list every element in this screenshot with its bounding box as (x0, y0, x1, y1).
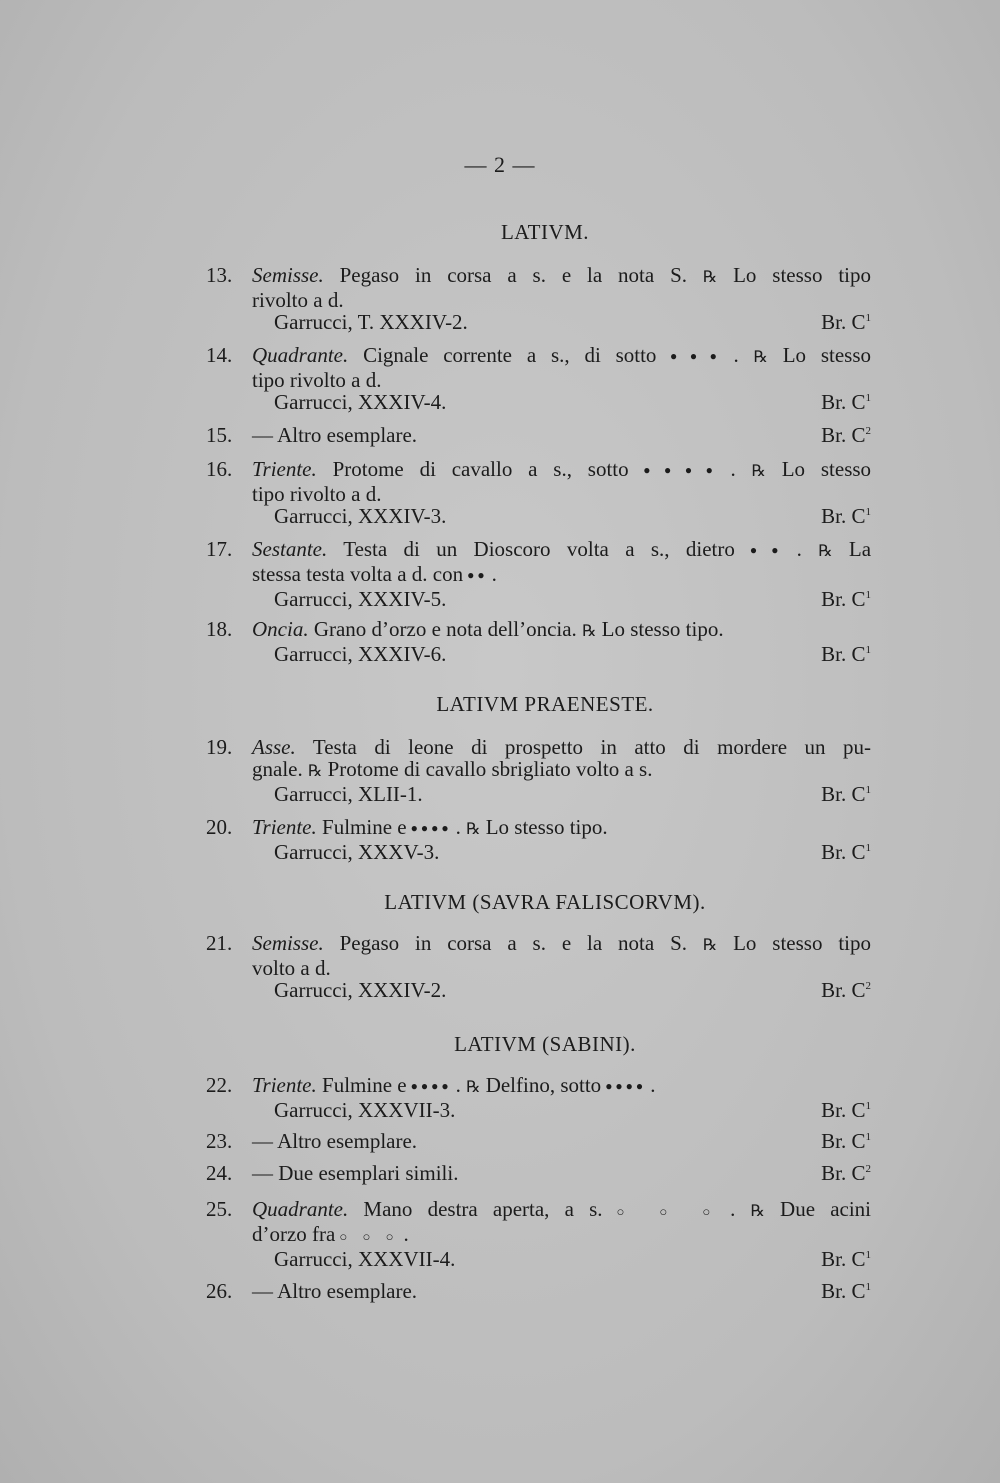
grade: Br. C (821, 587, 866, 611)
reference: Garrucci, XXXIV-2. (274, 978, 447, 1002)
list-item (206, 1280, 871, 1302)
entry-number: 13. (206, 263, 233, 287)
entry-text: Lo stesso (781, 457, 872, 481)
list-item: 14. Quadrante. Cignale corrente a s., di sotto ●●● . ℞ Lo stesso tipo rivolto a d. Garrucci, XXXIV-4. Br. $C^1$ (206, 343, 872, 414)
entry-text: La (848, 537, 872, 561)
dots: ●● (738, 543, 793, 557)
entry-number: 17. (206, 537, 233, 561)
grade-sup: 1 (865, 1131, 871, 1143)
entry-number: 24. (206, 1161, 233, 1185)
coin-type: Triente. (252, 457, 317, 481)
grade-sup: 1 (865, 1100, 871, 1112)
recipe-symbol: ℞ (751, 463, 766, 480)
grade: Br. C (821, 1279, 866, 1303)
entry-number: 23. (206, 1129, 233, 1153)
grade: Br. C (821, 1098, 866, 1122)
entry-text: — Altro esemplare. (252, 1129, 418, 1153)
coin-type: Semisse. (252, 931, 324, 955)
recipe-symbol: ℞ (582, 623, 597, 640)
list-item (206, 424, 871, 446)
grade-sup: 1 (865, 312, 871, 324)
entry-number: 25. (206, 1197, 233, 1221)
entry-text: Lo stesso tipo. (601, 617, 724, 641)
circles: ○ ○ ○ (339, 1229, 400, 1244)
grade: Br. C (821, 978, 866, 1002)
coin-type: Triente. (252, 815, 317, 839)
entry-text: Protome di cavallo a s., sotto (332, 457, 629, 481)
entry-text: Pegaso in corsa a s. e la nota S. (339, 263, 688, 287)
grade: Br. C (821, 310, 866, 334)
grade-sup: 2 (865, 425, 871, 437)
entry-text: Protome di cavallo sbrigliato volto a s. (327, 757, 653, 781)
list-item (206, 1162, 871, 1184)
grade-sup: 1 (865, 506, 871, 518)
entry-text: tipo rivolto a d. (252, 368, 382, 392)
entry-number: 16. (206, 457, 233, 481)
reference: Garrucci, XXXIV-5. (274, 587, 447, 611)
grade-sup: 1 (865, 784, 871, 796)
recipe-symbol: ℞ (702, 937, 718, 954)
grade: Br. C (821, 1161, 866, 1185)
entry-text: Due acini (780, 1197, 872, 1221)
entry-text: Delfino, sotto (485, 1073, 602, 1097)
entry-text: Mano destra aperta, a s. (363, 1197, 603, 1221)
reference: Garrucci, XXXIV-3. (274, 504, 447, 528)
grade-sup: 2 (865, 980, 871, 992)
section-title: LATIVM (SAVRA FALISCORVM). (384, 890, 706, 914)
coin-type: Asse. (252, 735, 296, 759)
grade-sup: 1 (865, 1249, 871, 1261)
entry-text: Testa di un Dioscoro volta a s., dietro (343, 537, 735, 561)
section-title: LATIVM (SABINI). (454, 1032, 636, 1056)
grade-sup: 2 (865, 1163, 871, 1175)
entry-text: — Altro esemplare. (252, 1279, 418, 1303)
grade-sup: 1 (865, 1281, 871, 1293)
coin-type: Quadrante. (252, 343, 349, 367)
coin-type: Oncia. (252, 617, 309, 641)
reference: Garrucci, XXXVII-3. (274, 1098, 456, 1122)
list-item: 25. Quadrante. Mano destra aperta, a s. ○ ○ ○ . ℞ Due acini d’orzo fra ○ ○ ○ . Garrucci, XXXVII-4. Br. $C^1$ (206, 1197, 872, 1271)
page-number: — 2 — (464, 152, 536, 177)
entry-text: — Altro esemplare. (252, 423, 418, 447)
circles: ○ ○ ○ (606, 1204, 727, 1219)
entry-text: Lo stesso tipo. (485, 815, 608, 839)
grade: Br. C (821, 782, 866, 806)
entry-number: 21. (206, 931, 233, 955)
entry-text: Testa di leone di prospetto in atto di mordere un pu- (312, 735, 871, 759)
coin-type: Sestante. (252, 537, 328, 561)
entry-text: rivolto a d. (252, 288, 344, 312)
list-item (206, 736, 871, 805)
grade: Br. C (821, 1129, 866, 1153)
grade: Br. C (821, 423, 866, 447)
grade-sup: 1 (865, 842, 871, 854)
coin-type: Quadrante. (252, 1197, 349, 1221)
list-item: 16. Triente. Protome di cavallo a s., sotto ●●●● . ℞ Lo stesso tipo rivolto a d. Garrucci, XXXIV-3. Br. $C^1$ (206, 457, 872, 528)
dots: ●●● (660, 349, 730, 363)
grade-sup: 1 (865, 644, 871, 656)
list-item (206, 264, 871, 333)
grade-sup: 1 (865, 589, 871, 601)
entry-text: stessa testa volta a d. con (252, 562, 464, 586)
entry-number: 14. (206, 343, 233, 367)
list-item: 22. Triente. Fulmine e ●●●● . ℞ Delfino, sotto ●●●● . Garrucci, XXXVII-3. Br. $C^1$ (206, 1073, 871, 1122)
grade: Br. C (821, 1247, 866, 1271)
reference: Garrucci, XXXVII-4. (274, 1247, 456, 1271)
entry-text: volto a d. (252, 956, 331, 980)
entry-number: 22. (206, 1073, 233, 1097)
coin-type: Semisse. (252, 263, 324, 287)
list-item (206, 618, 871, 665)
reference: Garrucci, XXXV-3. (274, 840, 440, 864)
reference: Garrucci, XXXIV-6. (274, 642, 447, 666)
dots: ●●●● (410, 821, 452, 835)
entry-text: Fulmine e (322, 815, 407, 839)
entry-text: Lo stesso tipo (733, 263, 872, 287)
section-title: LATIVM. (500, 220, 590, 244)
list-item: 20. Triente. Fulmine e ●●●● . ℞ Lo stesso tipo. Garrucci, XXXV-3. Br. $C^1$ (206, 815, 871, 864)
entry-text: Lo stesso (782, 343, 872, 367)
grade-sup: 1 (865, 392, 871, 404)
dots: ●●●● (410, 1079, 452, 1093)
entry-text: Pegaso in corsa a s. e la nota S. (339, 931, 688, 955)
entry-text: Grano d’orzo e nota dell’oncia. (313, 617, 577, 641)
entry-text: — Due esemplari simili. (252, 1161, 459, 1185)
reference: Garrucci, T. XXXIV-2. (274, 310, 468, 334)
entry-text: gnale. (252, 757, 303, 781)
entry-number: 19. (206, 735, 233, 759)
list-item: 17. Sestante. Testa di un Dioscoro volta a s., dietro ●● . ℞ La stessa testa volta a d. con ●● . Garrucci, XXXIV-5. Br. $C^1$ (206, 537, 872, 611)
list-item (206, 1130, 871, 1152)
entry-number: 20. (206, 815, 233, 839)
section-title: LATIVM PRAENESTE. (436, 692, 654, 716)
entry-number: 15. (206, 423, 233, 447)
entry-text: tipo rivolto a d. (252, 482, 382, 506)
list-item (206, 932, 871, 1001)
entry-text: d’orzo fra (252, 1222, 336, 1246)
grade: Br. C (821, 642, 866, 666)
grade: Br. C (821, 840, 866, 864)
grade: Br. C (821, 504, 866, 528)
grade: Br. C (821, 390, 866, 414)
recipe-symbol: ℞ (753, 349, 768, 366)
entry-text: Fulmine e (322, 1073, 407, 1097)
entry-text: Lo stesso tipo (733, 931, 872, 955)
entry-number: 18. (206, 617, 233, 641)
recipe-symbol: ℞ (307, 763, 323, 780)
coin-type: Triente. (252, 1073, 317, 1097)
recipe-symbol: ℞ (750, 1203, 765, 1220)
recipe-symbol: ℞ (466, 1079, 481, 1096)
dots: ●●●● (605, 1079, 647, 1093)
recipe-symbol: ℞ (702, 269, 718, 286)
dots: ●●●● (632, 463, 727, 477)
dots: ●● (467, 568, 488, 582)
reference: Garrucci, XXXIV-4. (274, 390, 447, 414)
entry-number: 26. (206, 1279, 233, 1303)
entry-text: Cignale corrente a s., di sotto (363, 343, 657, 367)
recipe-symbol: ℞ (466, 821, 481, 838)
reference: Garrucci, XLII-1. (274, 782, 423, 806)
recipe-symbol: ℞ (818, 543, 833, 560)
